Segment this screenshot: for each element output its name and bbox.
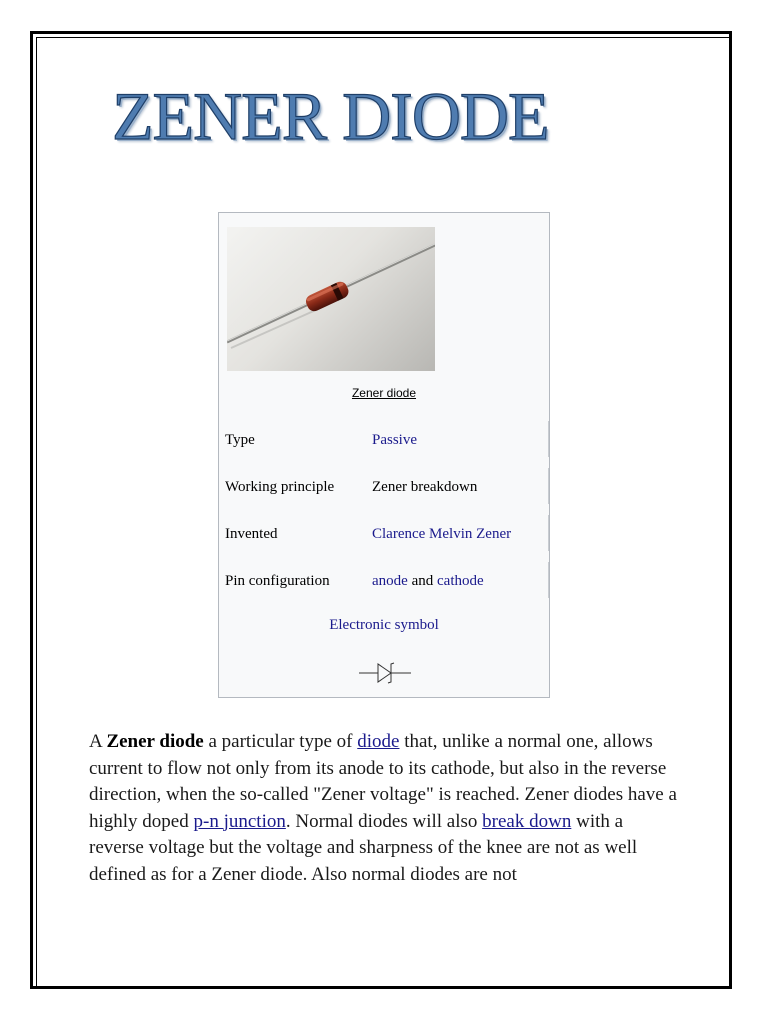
image-caption[interactable]: Zener diode	[351, 386, 417, 400]
electronic-symbol-heading[interactable]: Electronic symbol	[329, 617, 439, 633]
row-label-invented: Invented	[225, 526, 278, 542]
link-diode[interactable]: diode	[357, 731, 400, 752]
paragraph-text: that, unlike a normal one, allows current to flow not only from its anode to its cathode, but also in the reverse direction, when the so-called "Zener voltage" is reached. Zener diodes have a highly doped	[89, 731, 677, 832]
zener-diode-symbol-icon	[359, 661, 411, 690]
infobox-row-pin-configuration	[219, 557, 549, 603]
paragraph-text: a particular type of	[203, 731, 358, 752]
row-divider	[548, 515, 549, 551]
infobox-row-invented	[219, 510, 549, 556]
link-p-n-junction[interactable]: p-n junction	[193, 810, 286, 832]
infobox-row-type	[219, 416, 549, 462]
row-label-pin-configuration: Pin configuration	[225, 573, 330, 589]
row-label-working-principle: Working principle	[225, 479, 335, 495]
value-zener-breakdown: Zener breakdown	[372, 479, 478, 495]
link-clarence-melvin-zener[interactable]: Clarence Melvin Zener	[372, 526, 512, 542]
row-divider	[548, 562, 549, 598]
infobox-row-working-principle	[219, 463, 549, 509]
link-cathode[interactable]: cathode	[437, 573, 484, 589]
body-paragraph	[89, 729, 679, 888]
zener-diode-photo	[227, 227, 435, 371]
paragraph-text: A	[89, 731, 107, 752]
row-divider	[548, 468, 549, 504]
pin-configuration-value	[372, 573, 484, 590]
term-zener-diode: Zener diode	[106, 731, 204, 752]
paragraph-text: . Normal diodes will also	[285, 810, 483, 832]
row-divider	[548, 421, 549, 457]
row-label-type: Type	[225, 432, 255, 448]
infobox	[218, 212, 550, 698]
link-passive[interactable]: Passive	[372, 432, 417, 448]
link-anode[interactable]: anode	[372, 573, 408, 589]
joiner-and: and	[411, 573, 434, 589]
page-title: ZENER DIODE	[112, 78, 549, 154]
link-break-down[interactable]: break down	[482, 810, 572, 832]
paragraph-text: with a reverse voltage but the voltage and sharpness of the knee are not as well defined as for a Zener diode. Also normal diodes are not	[89, 810, 638, 885]
